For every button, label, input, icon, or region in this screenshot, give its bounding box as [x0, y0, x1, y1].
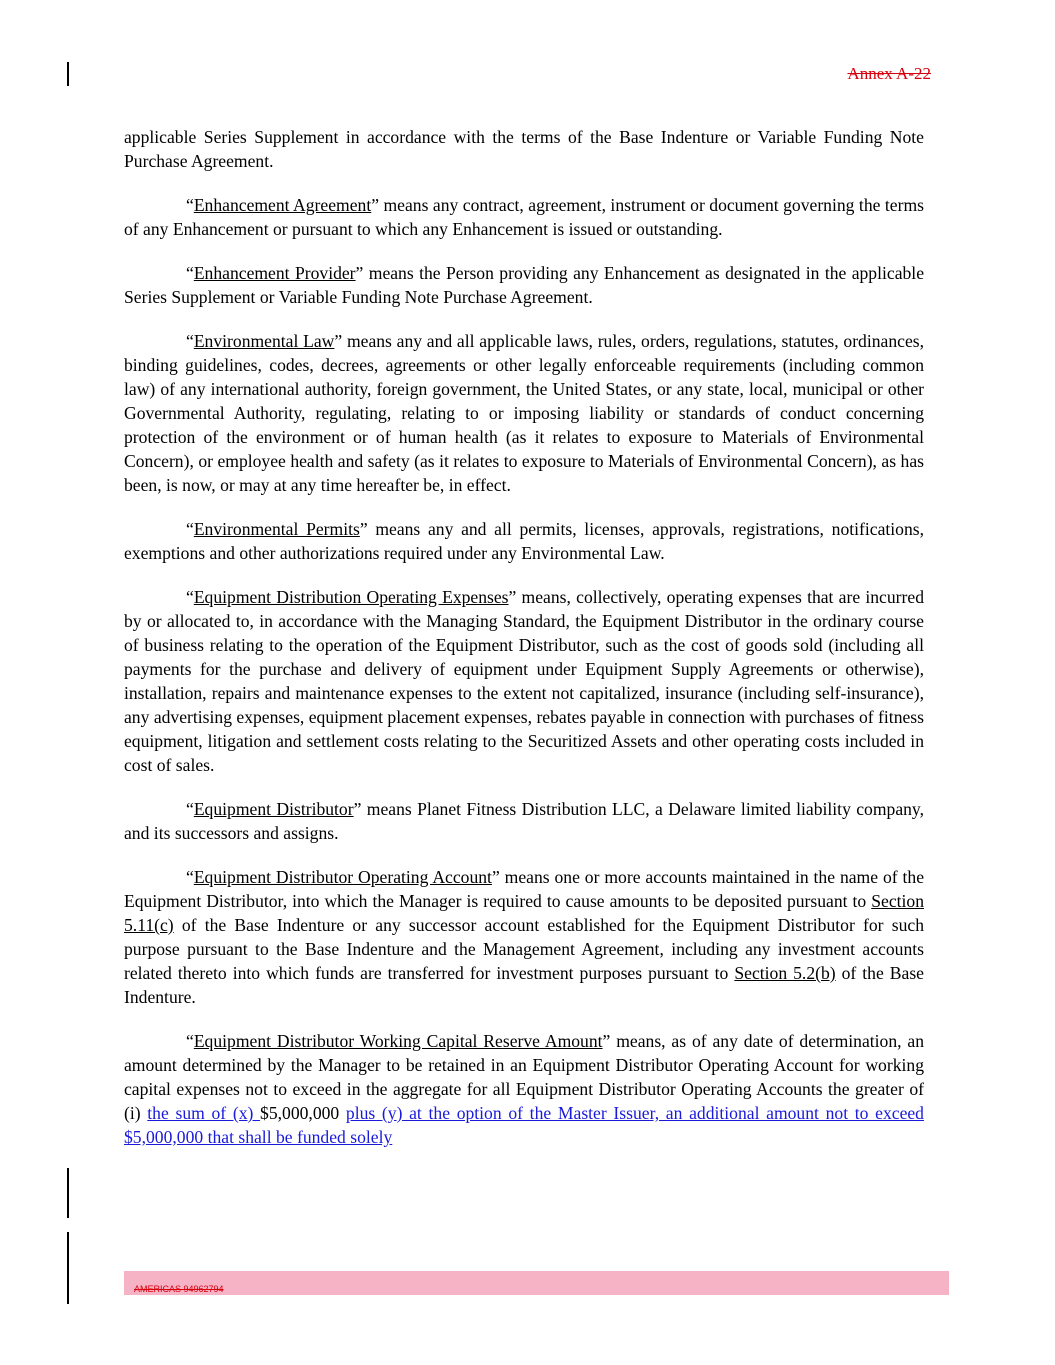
definition-text: ” means any contract, agreement, instrument or document governing the terms of any Enhancement or pursuant to which any Enhancement is issued or outstanding.: [124, 195, 924, 239]
defined-term: Environmental Law: [193, 331, 335, 351]
open-quote: “: [186, 1031, 194, 1051]
change-bar: [67, 1168, 69, 1218]
definition-enhancement-agreement: [124, 193, 924, 241]
footer-highlight-band: [124, 1271, 949, 1295]
defined-term: Equipment Distributor: [193, 799, 354, 819]
definition-text: ” means any and all permits, licenses, approvals, registrations, notifications, exemptions and other authorizations required under any Environmental Law.: [124, 519, 924, 563]
annex-page-label: Annex A-22: [847, 64, 931, 83]
open-quote: “: [186, 263, 194, 283]
paragraph-text: applicable Series Supplement in accordance with the terms of the Base Indenture or Variable Funding Note Purchase Agreement.: [124, 127, 924, 171]
paragraph-continuation: [124, 125, 924, 173]
definition-equipment-distributor-operating-account: [124, 865, 924, 1009]
definition-text: ” means, collectively, operating expenses that are incurred by or allocated to, in accordance with the Managing Standard, the Equipment Distributor in the ordinary course of business relating to the operation of the Equipment Distributor, such as the cost of goods sold (including all payments for the purchase and delivery of equipment under Equipment Supply Agreements or otherwise), installation, repairs and maintenance expenses to the extent not capitalized, insurance (including self-insurance), any advertising expenses, equipment placement expenses, rebates payable in connection with purchases of fitness equipment, litigation and settlement costs relating to the Securitized Assets and other operating costs included in cost of sales.: [124, 587, 924, 775]
inserted-text: the sum of (x): [147, 1103, 261, 1123]
inserted-text: plus (y) at the option of the Master Issuer, an additional amount not to exceed $5,000,000 that shall be funded solely: [124, 1103, 924, 1147]
definition-text: ” means, as of any date of determination, an amount determined by the Manager to be retained in an Equipment Distributor Operating Account for working capital expenses not to exceed in the aggregate for all Equipment Distributor Operating Accounts the greater of (i): [124, 1031, 924, 1123]
definition-text: ” means any and all applicable laws, rules, orders, regulations, statutes, ordinances, binding guidelines, codes, decrees, agreements or other legally enforceable requirements (including common law) of any international authority, foreign government, the United States, or any state, local, municipal or other Governmental Authority, regulating, relating to or imposing liability or standards of conduct concerning protection of the environment or of human health (as it relates to exposure to Materials of Environmental Concern), or employee health and safety (as it relates to exposure to Materials of Environmental Concern), as has been, is now, or may at any time hereafter be, in effect.: [124, 331, 924, 495]
definition-text: ” means Planet Fitness Distribution LLC, a Delaware limited liability company, and its successors and assigns.: [124, 799, 924, 843]
open-quote: “: [186, 195, 194, 215]
definition-text: $5,000,000: [260, 1103, 346, 1123]
section-reference: Section 5.11(c): [124, 891, 924, 935]
defined-term: Equipment Distributor Operating Account: [193, 867, 492, 887]
defined-term: Equipment Distribution Operating Expenses: [193, 587, 509, 607]
definition-text: ” means the Person providing any Enhancement as designated in the applicable Series Supplement or Variable Funding Note Purchase Agreement.: [124, 263, 924, 307]
definition-equipment-distribution-operating-expenses: [124, 585, 924, 777]
definition-environmental-permits: [124, 517, 924, 565]
defined-term: Equipment Distributor Working Capital Reserve Amount: [193, 1031, 603, 1051]
definition-environmental-law: [124, 329, 924, 497]
definition-text: of the Base Indenture or any successor account established for the Equipment Distributor for such purpose pursuant to the Base Indenture and the Management Agreement, including any investment accounts related thereto into which funds are transferred for investment purposes pursuant to: [124, 915, 924, 983]
open-quote: “: [186, 587, 194, 607]
open-quote: “: [186, 799, 194, 819]
open-quote: “: [186, 867, 194, 887]
defined-term: Enhancement Agreement: [193, 195, 372, 215]
definition-enhancement-provider: [124, 261, 924, 309]
change-bar: [67, 62, 69, 86]
defined-term: Enhancement Provider: [193, 263, 356, 283]
document-id: AMERICAS 94962794: [134, 1284, 224, 1294]
definition-working-capital-reserve-amount: [124, 1029, 924, 1149]
definition-text: ” means one or more accounts maintained in the name of the Equipment Distributor, into which the Manager is required to cause amounts to be deposited pursuant to: [124, 867, 925, 911]
definition-equipment-distributor: [124, 797, 924, 845]
section-reference: Section 5.2(b): [734, 963, 836, 983]
document-body: [124, 125, 924, 1169]
defined-term: Environmental Permits: [193, 519, 360, 539]
open-quote: “: [186, 331, 194, 351]
open-quote: “: [186, 519, 194, 539]
definition-text: of the Base Indenture.: [124, 963, 924, 1007]
change-bar: [67, 1232, 69, 1304]
